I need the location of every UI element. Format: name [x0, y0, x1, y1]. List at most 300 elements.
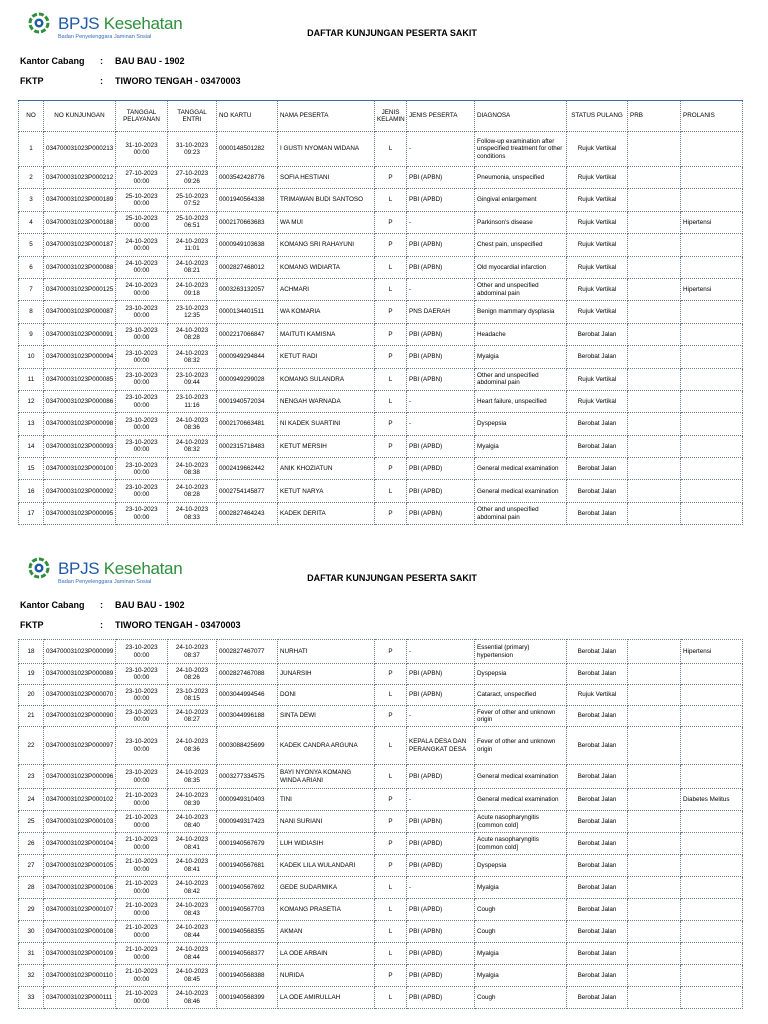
cell-tanggal-pelayanan: 23-10-2023 00:00	[116, 323, 168, 345]
cell-prolanis	[681, 502, 743, 524]
cell-tanggal-pelayanan: 21-10-2023 00:00	[116, 987, 168, 1009]
cell-no-kunjungan: 034700031023P000089	[44, 664, 116, 685]
cell-jenis-peserta: PBI (APBN)	[407, 502, 475, 524]
table-row	[19, 189, 743, 211]
cell-prb	[628, 189, 681, 211]
cell-prolanis	[681, 921, 743, 943]
cell-tanggal-pelayanan: 21-10-2023 00:00	[116, 921, 168, 943]
cell-diagnosa: Fever of other and unknown origin	[475, 706, 567, 727]
cell-diagnosa: Parkinson's disease	[475, 211, 567, 233]
cell-tanggal-entri: 24-10-2023 08:43	[168, 899, 217, 921]
cell-jenis-peserta: -	[407, 877, 475, 899]
column-header-tanggal-pelayanan: TANGGAL PELAYANAN	[116, 101, 168, 132]
cell-tanggal-entri: 25-10-2023 06:51	[168, 211, 217, 233]
cell-tanggal-pelayanan: 24-10-2023 00:00	[116, 256, 168, 278]
cell-prb	[628, 706, 681, 727]
cell-jenis-peserta: PNS DAERAH	[407, 301, 475, 323]
cell-jenis-peserta: PBI (APBN)	[407, 234, 475, 256]
cell-status-pulang: Berobat Jalan	[567, 664, 628, 685]
cell-status-pulang: Berobat Jalan	[567, 435, 628, 457]
cell-diagnosa: Myalgia	[475, 346, 567, 368]
cell-nama-peserta: KETUT RADI	[278, 346, 375, 368]
cell-no-kunjungan: 034700031023P000189	[44, 189, 116, 211]
cell-prolanis	[681, 811, 743, 833]
cell-no-kunjungan: 034700031023P000091	[44, 323, 116, 345]
cell-tanggal-entri: 24-10-2023 08:39	[168, 789, 217, 811]
cell-diagnosa: General medical examination	[475, 458, 567, 480]
cell-jenis-peserta: -	[407, 132, 475, 167]
cell-tanggal-pelayanan: 21-10-2023 00:00	[116, 811, 168, 833]
cell-status-pulang: Berobat Jalan	[567, 323, 628, 345]
cell-jenis-kelamin: L	[375, 132, 407, 167]
cell-prb	[628, 987, 681, 1009]
brand-name: BPJS Kesehatan	[58, 14, 183, 33]
cell-prb	[628, 899, 681, 921]
table-row	[19, 413, 743, 435]
cell-tanggal-entri: 23-10-2023 11:16	[168, 390, 217, 412]
cell-diagnosa: Gingival enlargement	[475, 189, 567, 211]
cell-jenis-peserta: PBI (APBN)	[407, 346, 475, 368]
table-row	[19, 877, 743, 899]
cell-status-pulang: Rujuk Vertikal	[567, 167, 628, 189]
cell-nama-peserta: KETUT NARYA	[278, 480, 375, 502]
cell-status-pulang: Berobat Jalan	[567, 789, 628, 811]
table-row	[19, 789, 743, 811]
cell-prolanis	[681, 943, 743, 965]
cell-tanggal-pelayanan: 25-10-2023 00:00	[116, 211, 168, 233]
cell-nama-peserta: KADEK CANDRA ARGUNA	[278, 727, 375, 765]
cell-prb	[628, 256, 681, 278]
cell-tanggal-entri: 24-10-2023 08:38	[168, 458, 217, 480]
cell-jenis-kelamin: P	[375, 323, 407, 345]
cell-no-kunjungan: 034700031023P000107	[44, 899, 116, 921]
cell-no-kartu: 0000949317423	[217, 811, 278, 833]
cell-status-pulang: Rujuk Vertikal	[567, 234, 628, 256]
cell-status-pulang: Berobat Jalan	[567, 899, 628, 921]
cell-no-kartu: 0002170663683	[217, 211, 278, 233]
cell-no-kartu: 0001940568377	[217, 943, 278, 965]
cell-jenis-kelamin: P	[375, 211, 407, 233]
cell-prolanis	[681, 234, 743, 256]
cell-no-kunjungan: 034700031023P000088	[44, 256, 116, 278]
cell-no-kartu: 0002827468012	[217, 256, 278, 278]
cell-no-kunjungan: 034700031023P000187	[44, 234, 116, 256]
table-row	[19, 502, 743, 524]
cell-no-kartu: 0003088425699	[217, 727, 278, 765]
table-row	[19, 368, 743, 390]
cell-nama-peserta: LA ODE ARBAIN	[278, 943, 375, 965]
cell-tanggal-entri: 24-10-2023 08:28	[168, 323, 217, 345]
cell-jenis-peserta: PBI (APBN)	[407, 256, 475, 278]
cell-no-kunjungan: 034700031023P000099	[44, 640, 116, 664]
cell-prb	[628, 685, 681, 706]
cell-diagnosa: Follow-up examination after unspecified treatment for other conditions	[475, 132, 567, 167]
cell-no: 18	[19, 640, 44, 664]
column-header-no-kunjungan: NO KUNJUNGAN	[44, 101, 116, 132]
cell-jenis-peserta: PBI (APBN)	[407, 664, 475, 685]
brand-tagline: Badan Penyelenggara Jaminan Sosial	[58, 579, 152, 585]
cell-nama-peserta: I GUSTI NYOMAN WIDANA	[278, 132, 375, 167]
cell-nama-peserta: KETUT MERSIH	[278, 435, 375, 457]
cell-no: 29	[19, 899, 44, 921]
cell-tanggal-entri: 24-10-2023 08:40	[168, 811, 217, 833]
cell-no-kartu: 0002315718483	[217, 435, 278, 457]
cell-jenis-kelamin: P	[375, 435, 407, 457]
cell-prb	[628, 943, 681, 965]
cell-no-kartu: 0000148501282	[217, 132, 278, 167]
cell-diagnosa: Myalgia	[475, 965, 567, 987]
cell-tanggal-pelayanan: 25-10-2023 00:00	[116, 189, 168, 211]
cell-prolanis	[681, 189, 743, 211]
cell-nama-peserta: KOMANG WIDIARTA	[278, 256, 375, 278]
cell-status-pulang: Berobat Jalan	[567, 965, 628, 987]
cell-prb	[628, 234, 681, 256]
cell-jenis-kelamin: P	[375, 640, 407, 664]
cell-prolanis	[681, 855, 743, 877]
cell-diagnosa: Headache	[475, 323, 567, 345]
cell-prb	[628, 323, 681, 345]
cell-tanggal-entri: 24-10-2023 09:18	[168, 278, 217, 300]
cell-diagnosa: Old myocardial infarction	[475, 256, 567, 278]
cell-nama-peserta: KADEK DERITA	[278, 502, 375, 524]
cell-jenis-peserta: PBI (APBN)	[407, 167, 475, 189]
cell-no: 25	[19, 811, 44, 833]
cell-status-pulang: Berobat Jalan	[567, 727, 628, 765]
cell-no: 20	[19, 685, 44, 706]
cell-jenis-peserta: PBI (APBD)	[407, 965, 475, 987]
cell-diagnosa: Dyspepsia	[475, 855, 567, 877]
cell-no-kartu: 0001940567679	[217, 833, 278, 855]
cell-no-kartu: 0003044996188	[217, 706, 278, 727]
column-header-nama-peserta: NAMA PESERTA	[278, 101, 375, 132]
cell-prolanis	[681, 435, 743, 457]
cell-no-kunjungan: 034700031023P000188	[44, 211, 116, 233]
table-row	[19, 256, 743, 278]
table-row	[19, 811, 743, 833]
cell-nama-peserta: JUNARSIH	[278, 664, 375, 685]
cell-status-pulang: Berobat Jalan	[567, 502, 628, 524]
cell-jenis-kelamin: L	[375, 877, 407, 899]
column-header-prolanis: PROLANIS	[681, 101, 743, 132]
cell-tanggal-entri: 27-10-2023 09:26	[168, 167, 217, 189]
table-body	[19, 132, 743, 525]
cell-no: 6	[19, 256, 44, 278]
table-row	[19, 346, 743, 368]
cell-jenis-peserta: -	[407, 640, 475, 664]
cell-jenis-peserta: PBI (APBD)	[407, 987, 475, 1009]
cell-nama-peserta: ANIK KHOZIATUN	[278, 458, 375, 480]
cell-no-kunjungan: 034700031023P000098	[44, 413, 116, 435]
cell-nama-peserta: ACHMARI	[278, 278, 375, 300]
cell-jenis-kelamin: P	[375, 833, 407, 855]
cell-tanggal-pelayanan: 21-10-2023 00:00	[116, 877, 168, 899]
cell-diagnosa: Cataract, unspecified	[475, 685, 567, 706]
table-row	[19, 685, 743, 706]
cell-jenis-kelamin: L	[375, 685, 407, 706]
cell-status-pulang: Berobat Jalan	[567, 987, 628, 1009]
cell-no: 21	[19, 706, 44, 727]
cell-tanggal-entri: 24-10-2023 08:26	[168, 664, 217, 685]
cell-tanggal-pelayanan: 23-10-2023 00:00	[116, 640, 168, 664]
cell-no-kunjungan: 034700031023P000090	[44, 706, 116, 727]
table-row	[19, 458, 743, 480]
cell-no: 3	[19, 189, 44, 211]
cell-status-pulang: Rujuk Vertikal	[567, 189, 628, 211]
cell-no-kunjungan: 034700031023P000087	[44, 301, 116, 323]
cell-nama-peserta: NANI SURIANI	[278, 811, 375, 833]
column-header-jenis-peserta: JENIS PESERTA	[407, 101, 475, 132]
table-row	[19, 765, 743, 789]
cell-tanggal-pelayanan: 23-10-2023 00:00	[116, 435, 168, 457]
table-row	[19, 167, 743, 189]
cell-jenis-kelamin: P	[375, 346, 407, 368]
cell-jenis-kelamin: L	[375, 943, 407, 965]
cell-prolanis	[681, 706, 743, 727]
cell-status-pulang: Berobat Jalan	[567, 640, 628, 664]
cell-no-kartu: 0002827467077	[217, 640, 278, 664]
visit-table-page-2	[18, 639, 743, 1009]
cell-no-kunjungan: 034700031023P000093	[44, 435, 116, 457]
cell-diagnosa: General medical examination	[475, 480, 567, 502]
cell-nama-peserta: NENGAH WARNADA	[278, 390, 375, 412]
cell-status-pulang: Berobat Jalan	[567, 921, 628, 943]
cell-no: 2	[19, 167, 44, 189]
table-row	[19, 987, 743, 1009]
cell-no-kunjungan: 034700031023P000096	[44, 765, 116, 789]
cell-jenis-kelamin: P	[375, 301, 407, 323]
cell-nama-peserta: MAITUTI KAMISNA	[278, 323, 375, 345]
column-header-jenis-kelamin: JENIS KELAMIN	[375, 101, 407, 132]
fktp-line: FKTP : TIWORO TENGAH - 03470003	[20, 76, 241, 86]
cell-jenis-peserta: PBI (APBN)	[407, 921, 475, 943]
cell-no-kartu: 0002170663481	[217, 413, 278, 435]
cell-tanggal-entri: 24-10-2023 08:35	[168, 765, 217, 789]
cell-tanggal-pelayanan: 23-10-2023 00:00	[116, 664, 168, 685]
cell-tanggal-pelayanan: 21-10-2023 00:00	[116, 943, 168, 965]
cell-nama-peserta: SINTA DEWI	[278, 706, 375, 727]
cell-jenis-kelamin: P	[375, 811, 407, 833]
cell-jenis-peserta: PBI (APBD)	[407, 435, 475, 457]
cell-no: 24	[19, 789, 44, 811]
cell-prolanis	[681, 167, 743, 189]
cell-tanggal-pelayanan: 23-10-2023 00:00	[116, 301, 168, 323]
cell-prolanis	[681, 368, 743, 390]
brand-tagline: Badan Penyelenggara Jaminan Sosial	[58, 34, 152, 40]
cell-tanggal-pelayanan: 23-10-2023 00:00	[116, 480, 168, 502]
cell-tanggal-pelayanan: 27-10-2023 00:00	[116, 167, 168, 189]
cell-status-pulang: Berobat Jalan	[567, 480, 628, 502]
cell-tanggal-entri: 24-10-2023 08:32	[168, 346, 217, 368]
cell-diagnosa: Cough	[475, 921, 567, 943]
cell-no: 7	[19, 278, 44, 300]
cell-diagnosa: Other and unspecified abdominal pain	[475, 278, 567, 300]
cell-no-kartu: 0002419662442	[217, 458, 278, 480]
cell-tanggal-entri: 24-10-2023 08:28	[168, 480, 217, 502]
cell-prolanis	[681, 965, 743, 987]
cell-tanggal-entri: 24-10-2023 08:42	[168, 877, 217, 899]
cell-prolanis	[681, 132, 743, 167]
cell-no-kunjungan: 034700031023P000125	[44, 278, 116, 300]
cell-prb	[628, 855, 681, 877]
cell-diagnosa: Dyspepsia	[475, 413, 567, 435]
cell-prolanis	[681, 833, 743, 855]
cell-no-kartu: 0001940567681	[217, 855, 278, 877]
cell-status-pulang: Rujuk Vertikal	[567, 256, 628, 278]
cell-nama-peserta: TINI	[278, 789, 375, 811]
cell-no: 9	[19, 323, 44, 345]
kantor-cabang-line: Kantor Cabang : BAU BAU - 1902	[20, 56, 185, 66]
cell-tanggal-pelayanan: 23-10-2023 00:00	[116, 765, 168, 789]
cell-tanggal-pelayanan: 23-10-2023 00:00	[116, 368, 168, 390]
cell-no-kartu: 0001940567692	[217, 877, 278, 899]
brand-name: BPJS Kesehatan	[58, 559, 183, 578]
cell-tanggal-pelayanan: 21-10-2023 00:00	[116, 833, 168, 855]
cell-no-kunjungan: 034700031023P000085	[44, 368, 116, 390]
table-row	[19, 921, 743, 943]
cell-nama-peserta: SOFIA HESTIANI	[278, 167, 375, 189]
cell-prb	[628, 278, 681, 300]
cell-no: 26	[19, 833, 44, 855]
cell-prb	[628, 413, 681, 435]
cell-tanggal-pelayanan: 23-10-2023 00:00	[116, 390, 168, 412]
cell-prb	[628, 727, 681, 765]
cell-tanggal-pelayanan: 23-10-2023 00:00	[116, 346, 168, 368]
cell-no: 16	[19, 480, 44, 502]
cell-prb	[628, 458, 681, 480]
cell-jenis-kelamin: L	[375, 765, 407, 789]
cell-nama-peserta: WA MUI	[278, 211, 375, 233]
cell-nama-peserta: KOMANG SULANDRA	[278, 368, 375, 390]
cell-no-kunjungan: 034700031023P000110	[44, 965, 116, 987]
cell-jenis-peserta: -	[407, 706, 475, 727]
cell-nama-peserta: BAYI NYONYA KOMANG WINDA ARIANI	[278, 765, 375, 789]
cell-tanggal-pelayanan: 23-10-2023 00:00	[116, 685, 168, 706]
cell-tanggal-pelayanan: 23-10-2023 00:00	[116, 502, 168, 524]
cell-prb	[628, 502, 681, 524]
cell-tanggal-entri: 23-10-2023 09:44	[168, 368, 217, 390]
cell-tanggal-pelayanan: 24-10-2023 00:00	[116, 234, 168, 256]
cell-jenis-kelamin: L	[375, 921, 407, 943]
cell-prolanis	[681, 765, 743, 789]
cell-no-kunjungan: 034700031023P000103	[44, 811, 116, 833]
cell-prolanis	[681, 323, 743, 345]
cell-prolanis: Hipertensi	[681, 278, 743, 300]
cell-diagnosa: Chest pain, unspecified	[475, 234, 567, 256]
cell-status-pulang: Berobat Jalan	[567, 833, 628, 855]
cell-no-kartu: 0000949294844	[217, 346, 278, 368]
cell-tanggal-pelayanan: 23-10-2023 00:00	[116, 727, 168, 765]
table-row	[19, 833, 743, 855]
table-row	[19, 278, 743, 300]
visit-table-page-1	[18, 100, 743, 525]
cell-prb	[628, 640, 681, 664]
cell-nama-peserta: KOMANG SRI RAHAYUNI	[278, 234, 375, 256]
cell-no-kunjungan: 034700031023P000097	[44, 727, 116, 765]
table-row	[19, 706, 743, 727]
fktp-line: FKTP : TIWORO TENGAH - 03470003	[20, 620, 241, 630]
cell-jenis-kelamin: P	[375, 706, 407, 727]
cell-jenis-peserta: -	[407, 390, 475, 412]
cell-prolanis	[681, 413, 743, 435]
cell-no-kunjungan: 034700031023P000092	[44, 480, 116, 502]
cell-no-kartu: 0003542428776	[217, 167, 278, 189]
cell-tanggal-pelayanan: 23-10-2023 00:00	[116, 458, 168, 480]
cell-no: 1	[19, 132, 44, 167]
cell-no-kartu: 0002827467088	[217, 664, 278, 685]
cell-jenis-peserta: PBI (APBN)	[407, 323, 475, 345]
cell-prb	[628, 301, 681, 323]
table-row	[19, 301, 743, 323]
cell-prolanis: Hipertensi	[681, 640, 743, 664]
column-header-status-pulang: STATUS PULANG	[567, 101, 628, 132]
cell-prb	[628, 833, 681, 855]
cell-tanggal-entri: 24-10-2023 08:41	[168, 855, 217, 877]
cell-no: 17	[19, 502, 44, 524]
cell-no-kunjungan: 034700031023P000102	[44, 789, 116, 811]
cell-prolanis	[681, 346, 743, 368]
table-row	[19, 211, 743, 233]
cell-no: 22	[19, 727, 44, 765]
column-header-prb: PRB	[628, 101, 681, 132]
cell-status-pulang: Rujuk Vertikal	[567, 685, 628, 706]
table-row	[19, 899, 743, 921]
cell-no: 12	[19, 390, 44, 412]
cell-no-kartu: 0001940572034	[217, 390, 278, 412]
cell-prb	[628, 211, 681, 233]
cell-no-kartu: 0001940568355	[217, 921, 278, 943]
cell-tanggal-entri: 24-10-2023 11:01	[168, 234, 217, 256]
column-header-no-kartu: NO KARTU	[217, 101, 278, 132]
cell-no-kunjungan: 034700031023P000111	[44, 987, 116, 1009]
table-row	[19, 390, 743, 412]
cell-jenis-peserta: PBI (APBN)	[407, 368, 475, 390]
table-row	[19, 480, 743, 502]
cell-jenis-peserta: -	[407, 413, 475, 435]
cell-no-kartu: 0003277334575	[217, 765, 278, 789]
cell-status-pulang: Berobat Jalan	[567, 943, 628, 965]
cell-no: 11	[19, 368, 44, 390]
cell-no: 15	[19, 458, 44, 480]
cell-no-kartu: 0003263132057	[217, 278, 278, 300]
cell-jenis-kelamin: P	[375, 234, 407, 256]
cell-no: 31	[19, 943, 44, 965]
report-title: DAFTAR KUNJUNGAN PESERTA SAKIT	[307, 28, 477, 38]
cell-jenis-kelamin: L	[375, 256, 407, 278]
cell-diagnosa: Heart failure, unspecified	[475, 390, 567, 412]
cell-nama-peserta: LA ODE AMIRULLAH	[278, 987, 375, 1009]
cell-status-pulang: Rujuk Vertikal	[567, 390, 628, 412]
cell-no-kartu: 0003044994546	[217, 685, 278, 706]
cell-jenis-kelamin: P	[375, 664, 407, 685]
cell-jenis-peserta: PBI (APBD)	[407, 189, 475, 211]
cell-tanggal-pelayanan: 31-10-2023 00:00	[116, 132, 168, 167]
cell-no-kunjungan: 034700031023P000106	[44, 877, 116, 899]
cell-no-kunjungan: 034700031023P000095	[44, 502, 116, 524]
cell-no-kunjungan: 034700031023P000070	[44, 685, 116, 706]
cell-tanggal-entri: 24-10-2023 08:32	[168, 435, 217, 457]
cell-jenis-kelamin: L	[375, 189, 407, 211]
cell-nama-peserta: NURIDA	[278, 965, 375, 987]
cell-no-kunjungan: 034700031023P000100	[44, 458, 116, 480]
cell-jenis-kelamin: P	[375, 855, 407, 877]
cell-no-kartu: 0001940568399	[217, 987, 278, 1009]
cell-jenis-peserta: PBI (APBD)	[407, 458, 475, 480]
cell-diagnosa: Other and unspecified abdominal pain	[475, 368, 567, 390]
cell-status-pulang: Rujuk Vertikal	[567, 301, 628, 323]
table-row	[19, 965, 743, 987]
cell-diagnosa: Other and unspecified abdominal pain	[475, 502, 567, 524]
cell-prb	[628, 132, 681, 167]
